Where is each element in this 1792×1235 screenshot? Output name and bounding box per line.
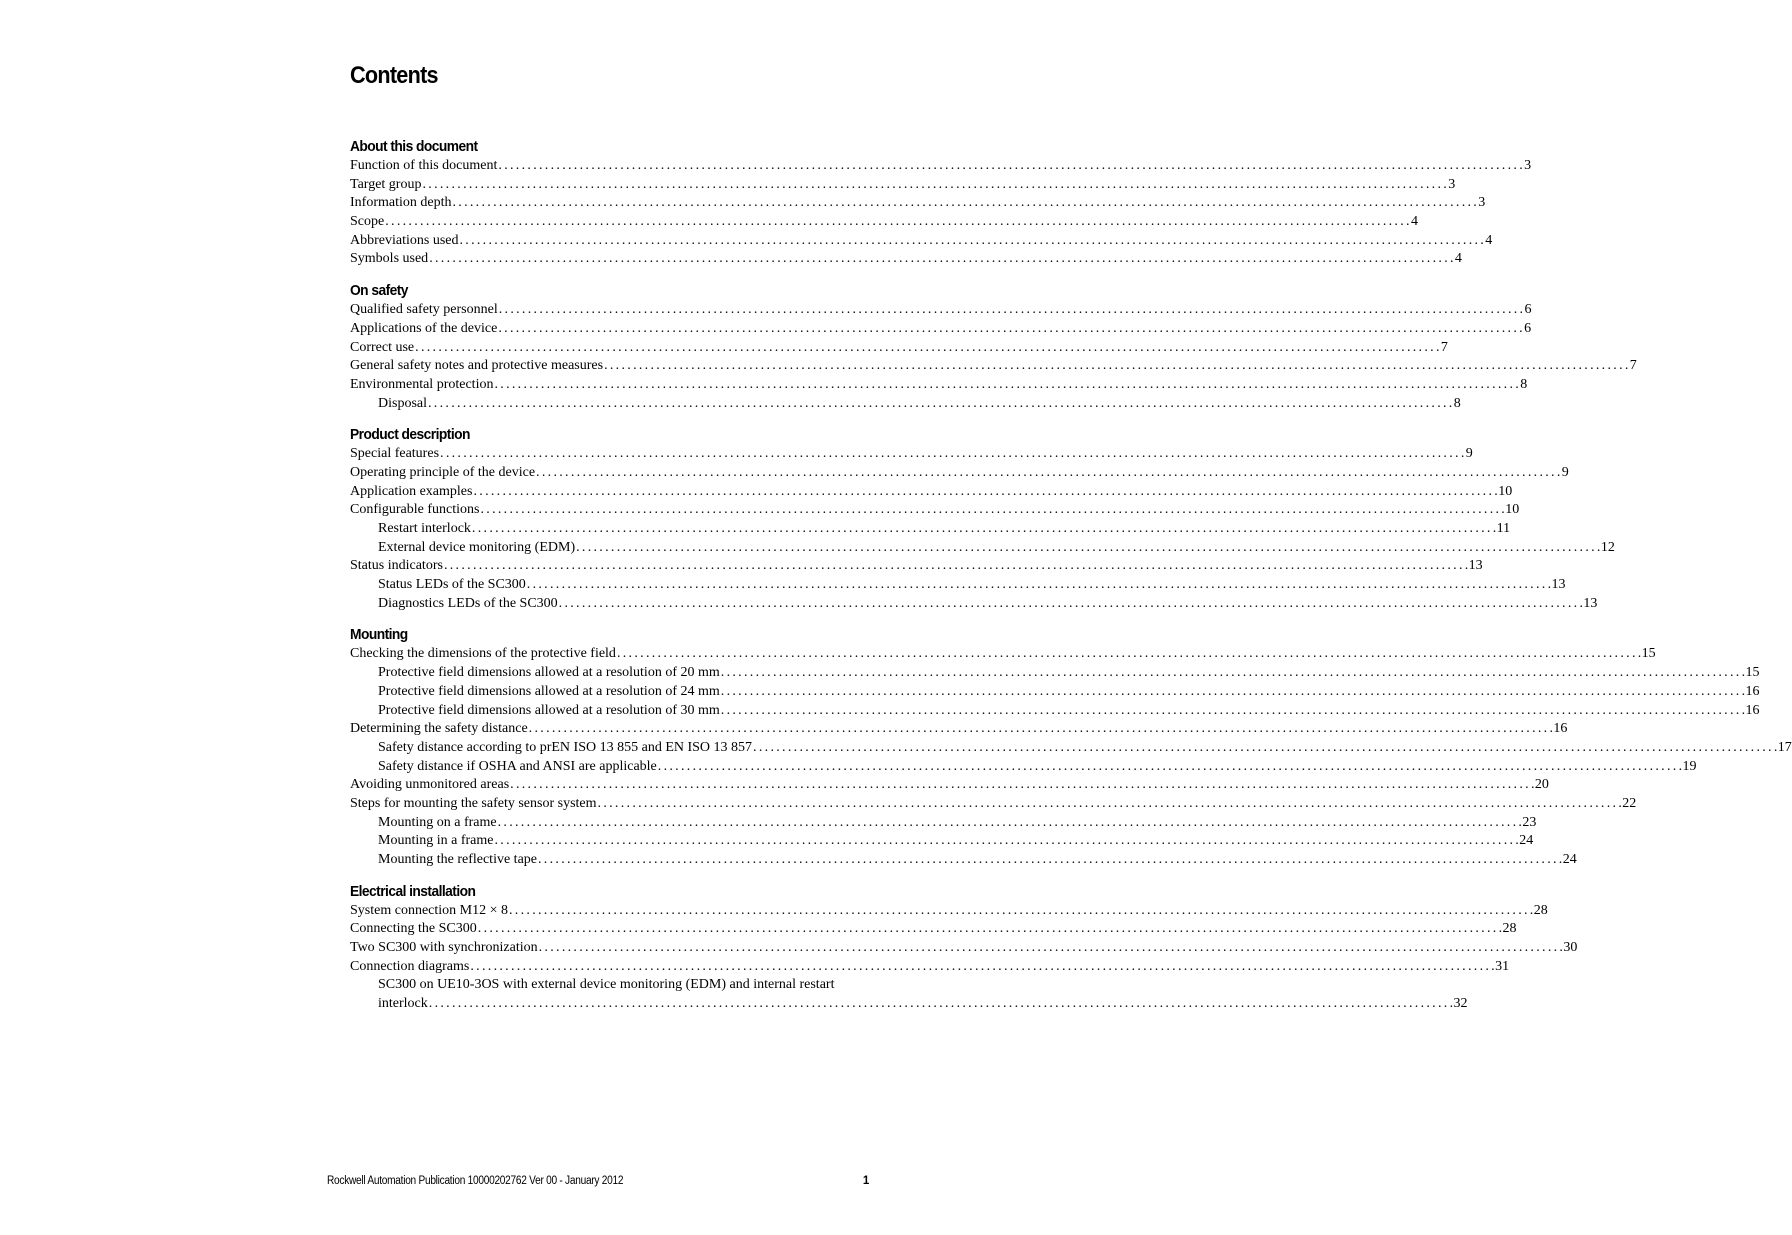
toc-entry[interactable] [350,702,1760,721]
toc-entry-label: Status LEDs of the SC300 [378,577,526,593]
toc-entry[interactable] [350,445,1473,464]
page-number: 1 [862,1175,869,1187]
toc-entry-label: Applications of the device [350,320,498,336]
toc-entry-page: 17 [1777,739,1792,755]
toc-entry[interactable] [350,958,1510,977]
dot-leader [604,357,1628,376]
toc-entry-page: 24 [1519,833,1534,849]
toc-entry[interactable] [350,939,1578,958]
toc-entry-label: Avoiding unmonitored areas [350,777,510,793]
dot-leader [559,595,1583,614]
toc-entry-label: Information depth [350,195,452,211]
toc-entry-label: Safety distance according to prEN ISO 13 855 and EN ISO 13 857 [378,739,753,755]
toc-entry-page: 23 [1522,814,1537,830]
toc-entry[interactable] [350,464,1569,483]
dot-leader [478,920,1502,939]
dot-leader [494,376,1518,395]
toc-entry-page: 9 [1561,464,1569,480]
dot-leader [472,520,1496,539]
toc-entry[interactable] [350,232,1493,251]
toc-entry[interactable] [350,157,1532,176]
dot-leader [539,939,1563,958]
toc-entry[interactable] [350,501,1520,520]
toc-entry-label: Safety distance if OSHA and ANSI are applicable [378,758,657,774]
toc-entry-label: Mounting the reflective tape [378,852,537,867]
toc-section [350,882,1578,1014]
toc-entry[interactable] [350,250,1462,269]
toc-entry[interactable] [350,539,1615,558]
toc-entry-page: 6 [1524,320,1532,336]
page-footer [327,1175,869,1187]
toc-entry[interactable] [350,776,1549,795]
toc-entry[interactable] [350,213,1418,232]
dot-leader [440,445,1464,464]
toc-entry-label: Protective field dimensions allowed at a resolution of 30 mm [378,702,720,718]
toc-entry[interactable] [350,976,862,995]
toc-entry[interactable] [350,557,1483,576]
toc-entry[interactable] [350,357,1637,376]
toc-entry[interactable] [350,483,1513,502]
toc-entry-page: 8 [1520,376,1528,392]
toc-entry-page: 28 [1533,902,1548,918]
toc-entry-label: Protective field dimensions allowed at a resolution of 24 mm [378,683,720,699]
toc-entry-page: 13 [1468,558,1483,574]
toc-entry-page: 4 [1485,232,1493,248]
dot-leader [498,814,1522,833]
toc-entry-page: 11 [1496,521,1511,536]
table-of-contents [350,137,1792,1026]
toc-entry-label: Status indicators [350,558,443,574]
dot-leader [428,395,1452,414]
dot-leader [498,157,1522,176]
dot-leader [480,501,1504,520]
toc-entry-page: 32 [1453,996,1468,1012]
toc-entry-label: Connection diagrams [350,958,470,974]
toc-entry-page: 7 [1440,339,1448,355]
dot-leader [473,483,1497,502]
toc-entry[interactable] [350,795,1637,814]
toc-entry[interactable] [350,595,1598,614]
dot-leader [753,739,1777,758]
toc-entry-label: interlock [378,996,428,1012]
toc-entry-page: 13 [1551,577,1566,593]
dot-leader [576,539,1600,558]
toc-section [350,281,1637,413]
toc-entry-page: 28 [1502,921,1517,937]
toc-entry-page: 15 [1641,646,1656,662]
toc-entry-label: Qualified safety personnel [350,302,498,318]
dot-leader [429,995,1453,1014]
toc-section [350,137,1532,269]
toc-section-heading: Product description [350,426,470,444]
toc-entry[interactable] [350,851,1577,870]
toc-entry-label: Environmental protection [350,376,494,392]
dot-leader [536,464,1560,483]
toc-entry-label: Two SC300 with synchronization [350,940,538,956]
dot-leader [721,702,1745,721]
toc-section [350,625,1792,869]
dot-leader [658,758,1682,777]
toc-entry[interactable] [350,339,1448,358]
toc-entry[interactable] [350,832,1534,851]
toc-entry[interactable] [350,739,1792,758]
toc-entry-label: Restart interlock [378,521,471,536]
toc-section-heading: About this document [350,138,478,155]
toc-entry-page: 3 [1524,158,1532,173]
toc-entry-page: 22 [1622,795,1637,811]
toc-entry-label: Determining the safety distance [350,721,528,737]
dot-leader [429,250,1453,269]
dot-leader [529,720,1553,739]
toc-entry-label: Operating principle of the device [350,464,536,480]
toc-entry[interactable] [350,902,1548,921]
toc-entry-page: 30 [1563,940,1578,956]
dot-leader [452,194,1476,213]
dot-leader [721,664,1745,683]
toc-entry-page: 4 [1410,214,1418,230]
toc-section [350,425,1615,613]
toc-entry-page: 4 [1454,251,1462,267]
toc-entry[interactable] [350,758,1697,777]
dot-leader [510,776,1534,795]
toc-entry[interactable] [350,194,1486,213]
toc-entry[interactable] [350,520,1511,539]
publication-info: Rockwell Automation Publication 10000202762 Ver 00 - January 2012 [327,1175,624,1187]
toc-entry-page: 12 [1600,539,1615,555]
toc-entry-label: Diagnostics LEDs of the SC300 [378,595,558,611]
toc-entry-page: 10 [1498,483,1513,499]
toc-entry-label: Special features [350,446,440,462]
toc-entry[interactable] [350,576,1566,595]
toc-entry-label: Application examples [350,483,473,499]
dot-leader [499,301,1523,320]
toc-entry-label: Correct use [350,339,415,355]
dot-leader [721,683,1745,702]
toc-entry-page: 16 [1745,702,1760,718]
toc-entry-page: 10 [1505,502,1520,518]
toc-entry-page: 15 [1745,665,1760,681]
dot-leader [527,576,1551,595]
toc-entry-page: 9 [1465,446,1473,462]
dot-leader [498,320,1522,339]
dot-leader [598,795,1622,814]
dot-leader [444,557,1468,576]
toc-entry[interactable] [350,664,1760,683]
page-title: Contents [350,62,438,89]
dot-leader [415,339,1439,358]
toc-entry[interactable] [350,683,1760,702]
toc-entry-label: Mounting in a frame [378,833,494,849]
dot-leader [422,176,1446,195]
toc-entry-page: 20 [1534,777,1549,793]
toc-entry-continuation[interactable] [350,995,1468,1014]
toc-entry[interactable] [350,176,1456,195]
toc-entry-page: 6 [1524,302,1532,318]
dot-leader [385,213,1409,232]
toc-entry-page: 3 [1448,176,1456,192]
toc-entry-label: Target group [350,176,422,192]
toc-section-heading: Electrical installation [350,882,476,900]
toc-entry-label: Protective field dimensions allowed at a resolution of 20 mm [378,665,720,681]
toc-entry[interactable] [350,395,1461,414]
toc-entry-label: Steps for mounting the safety sensor system [350,795,597,811]
toc-entry-page: 16 [1745,683,1760,699]
toc-entry-label: Connecting the SC300 [350,921,477,937]
toc-entry-page: 13 [1583,595,1598,611]
toc-entry[interactable] [350,814,1537,833]
toc-section-heading: On safety [350,282,408,300]
toc-entry-page: 24 [1562,852,1577,867]
toc-entry-label: Abbreviations used [350,232,459,248]
toc-entry-label: System connection M12 × 8 [350,902,508,918]
toc-entry[interactable] [350,320,1532,339]
toc-entry[interactable] [350,376,1528,395]
dot-leader [470,958,1494,977]
toc-entry-label: SC300 on UE10-3OS with external device monitoring (EDM) and internal restart [378,977,835,993]
toc-entry-page: 8 [1453,395,1461,411]
toc-section-heading: Mounting [350,626,408,644]
toc-entry-label: Scope [350,214,385,230]
toc-entry-label: External device monitoring (EDM) [378,539,576,555]
toc-entry-label: Disposal [378,395,427,411]
toc-entry-page: 16 [1553,721,1568,737]
dot-leader [617,645,1641,664]
toc-entry-label: Checking the dimensions of the protective field [350,646,616,662]
toc-entry[interactable] [350,920,1517,939]
toc-entry[interactable] [350,645,1656,664]
toc-entry-page: 19 [1682,758,1697,774]
toc-entry[interactable] [350,720,1568,739]
toc-entry-page: 31 [1495,958,1510,974]
toc-entry-label: Mounting on a frame [378,814,497,830]
dot-leader [494,832,1518,851]
toc-entry-label: General safety notes and protective measures [350,358,604,374]
dot-leader [509,902,1533,921]
toc-entry-label: Configurable functions [350,502,480,518]
toc-entry-page: 7 [1629,358,1637,374]
toc-entry-label: Function of this document [350,158,498,173]
dot-leader [459,232,1483,251]
toc-entry-page: 3 [1478,195,1486,211]
toc-entry[interactable] [350,301,1532,320]
toc-entry-label: Symbols used [350,251,429,267]
dot-leader [538,851,1562,870]
